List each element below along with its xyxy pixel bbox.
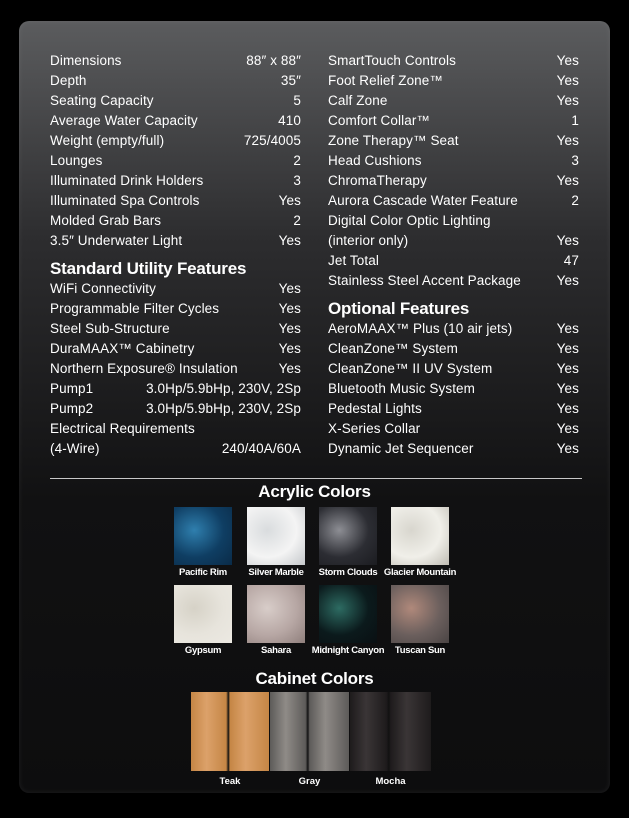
acrylic-swatch (247, 507, 305, 565)
utility-row (50, 319, 301, 339)
acrylic-swatch-label: Midnight Canyon (311, 645, 385, 656)
spec-value: Yes (556, 233, 579, 248)
acrylic-swatch (247, 585, 305, 643)
spec-row (50, 91, 301, 111)
spec-label: Illuminated Spa Controls (50, 193, 200, 208)
spec-label: Illuminated Drink Holders (50, 173, 204, 188)
spec-row (50, 71, 301, 91)
section-divider (50, 478, 582, 479)
spec-label: Zone Therapy™ Seat (328, 133, 459, 148)
utility-row (50, 399, 301, 419)
acrylic-swatch-label: Glacier Mountain (383, 567, 457, 578)
cabinet-swatch (191, 692, 269, 771)
spec-row (328, 151, 579, 171)
spec-label: Programmable Filter Cycles (50, 301, 220, 316)
acrylic-swatch (174, 507, 232, 565)
spec-value: Yes (556, 93, 579, 108)
spec-label: Dynamic Jet Sequencer (328, 441, 474, 456)
spec-value: 3.0Hp/5.9bHp, 230V, 2Sp (146, 401, 301, 416)
spec-row (50, 171, 301, 191)
spec-row (328, 111, 579, 131)
spec-label: DuraMAAX™ Cabinetry (50, 341, 195, 356)
spec-label: Weight (empty/full) (50, 133, 165, 148)
spec-row (50, 131, 301, 151)
spec-label: Head Cushions (328, 153, 422, 168)
spec-label: Foot Relief Zone™ (328, 73, 443, 88)
spec-row (50, 231, 301, 251)
optional-features-heading: Optional Features (328, 299, 470, 318)
spec-label: Stainless Steel Accent Package (328, 273, 521, 288)
utility-row (50, 339, 301, 359)
spec-row (328, 131, 579, 151)
cabinet-swatch-label: Gray (298, 776, 321, 787)
spec-value: Yes (556, 53, 579, 68)
spec-value: Yes (278, 193, 301, 208)
spec-value: 725/4005 (243, 133, 301, 148)
acrylic-swatch-label: Sahara (261, 645, 291, 656)
utility-row (50, 439, 301, 459)
spec-value: Yes (278, 233, 301, 248)
spec-value: 35″ (280, 73, 301, 88)
spec-label: SmartTouch Controls (328, 53, 456, 68)
spec-label: WiFi Connectivity (50, 281, 156, 296)
acrylic-swatch (391, 507, 449, 565)
spec-row (328, 191, 579, 211)
optional-row (328, 399, 579, 419)
spec-label: Pedestal Lights (328, 401, 422, 416)
spec-label: CleanZone™ System (328, 341, 459, 356)
spec-label: Lounges (50, 153, 103, 168)
utility-row (50, 379, 301, 399)
spec-label: Comfort Collar™ (328, 113, 431, 128)
spec-value: Yes (556, 441, 579, 456)
spec-row (50, 151, 301, 171)
standard-utility-features-heading: Standard Utility Features (50, 259, 247, 278)
left-spec-column (50, 51, 301, 459)
spec-row (328, 51, 579, 71)
utility-row (50, 279, 301, 299)
acrylic-swatch (174, 585, 232, 643)
spec-value: Yes (556, 73, 579, 88)
spec-value: Yes (278, 321, 301, 336)
spec-row (328, 71, 579, 91)
acrylic-colors-title: Acrylic Colors (258, 482, 371, 501)
spec-value: Yes (278, 361, 301, 376)
spec-value: Yes (556, 361, 579, 376)
spec-row (328, 91, 579, 111)
spec-label: Calf Zone (328, 93, 388, 108)
utility-row (50, 359, 301, 379)
spec-row (328, 231, 579, 251)
spec-row (50, 51, 301, 71)
acrylic-swatch-label: Gypsum (184, 645, 222, 656)
spec-label: Steel Sub-Structure (50, 321, 170, 336)
spec-label: ChromaTherapy (328, 173, 427, 188)
spec-label: Jet Total (328, 253, 379, 268)
spec-label: Depth (50, 73, 87, 88)
acrylic-swatch (391, 585, 449, 643)
spec-value: Yes (556, 401, 579, 416)
acrylic-swatch-label: Tuscan Sun (394, 645, 446, 656)
spec-label: CleanZone™ II UV System (328, 361, 493, 376)
spec-value: 47 (563, 253, 579, 268)
acrylic-swatch-label: Pacific Rim (179, 567, 227, 578)
acrylic-swatch-label: Storm Clouds (318, 567, 378, 578)
spec-label: (interior only) (328, 233, 409, 248)
optional-row (328, 339, 579, 359)
spec-row (328, 211, 579, 231)
spec-label: Seating Capacity (50, 93, 154, 108)
cabinet-colors-title: Cabinet Colors (255, 669, 374, 688)
acrylic-swatch-label: Silver Marble (248, 567, 304, 578)
spec-value: Yes (556, 173, 579, 188)
spec-label: Dimensions (50, 53, 122, 68)
spec-row (50, 191, 301, 211)
spec-label: AeroMAAX™ Plus (10 air jets) (328, 321, 513, 336)
cabinet-swatch (270, 692, 349, 771)
cabinet-swatch-label: Mocha (375, 776, 406, 787)
spec-value: Yes (278, 301, 301, 316)
spec-value: 240/40A/60A (221, 441, 301, 456)
utility-row (50, 419, 301, 439)
spec-value: Yes (278, 281, 301, 296)
optional-row (328, 419, 579, 439)
spec-value: Yes (556, 381, 579, 396)
spec-label: Digital Color Optic Lighting (328, 213, 491, 228)
spec-label: Molded Grab Bars (50, 213, 162, 228)
spec-label: Northern Exposure® Insulation (50, 361, 238, 376)
spec-value: 3 (293, 173, 301, 188)
spec-row (50, 111, 301, 131)
spec-value: 2 (571, 193, 579, 208)
spec-value: 2 (293, 153, 301, 168)
spec-label: Bluetooth Music System (328, 381, 476, 396)
spec-row (328, 171, 579, 191)
spec-label: 3.5″ Underwater Light (50, 233, 183, 248)
spec-row (328, 251, 579, 271)
utility-row (50, 299, 301, 319)
spec-label: Aurora Cascade Water Feature (328, 193, 518, 208)
spec-label: Pump1 (50, 381, 94, 396)
right-spec-column (328, 51, 579, 459)
spec-label: Average Water Capacity (50, 113, 198, 128)
optional-row (328, 319, 579, 339)
acrylic-swatch (319, 585, 377, 643)
optional-row (328, 359, 579, 379)
cabinet-swatch (350, 692, 431, 771)
spec-label: (4-Wire) (50, 441, 100, 456)
optional-row (328, 379, 579, 399)
acrylic-swatch (319, 507, 377, 565)
spec-value: 2 (293, 213, 301, 228)
spec-value: Yes (556, 321, 579, 336)
spec-value: 3.0Hp/5.9bHp, 230V, 2Sp (146, 381, 301, 396)
spec-value: Yes (556, 133, 579, 148)
spec-value: 5 (293, 93, 301, 108)
cabinet-swatch-label: Teak (219, 776, 241, 787)
spec-value: 88″ x 88″ (246, 53, 301, 68)
spec-row (50, 211, 301, 231)
spec-value: Yes (556, 273, 579, 288)
spec-label: Pump2 (50, 401, 94, 416)
spec-value: Yes (278, 341, 301, 356)
spec-label: X-Series Collar (328, 421, 421, 436)
spec-value: Yes (556, 421, 579, 436)
spec-value: 410 (278, 113, 301, 128)
spec-label: Electrical Requirements (50, 421, 195, 436)
optional-row (328, 439, 579, 459)
spec-value: 3 (571, 153, 579, 168)
spec-value: 1 (571, 113, 579, 128)
spec-value: Yes (556, 341, 579, 356)
spec-row (328, 271, 579, 291)
